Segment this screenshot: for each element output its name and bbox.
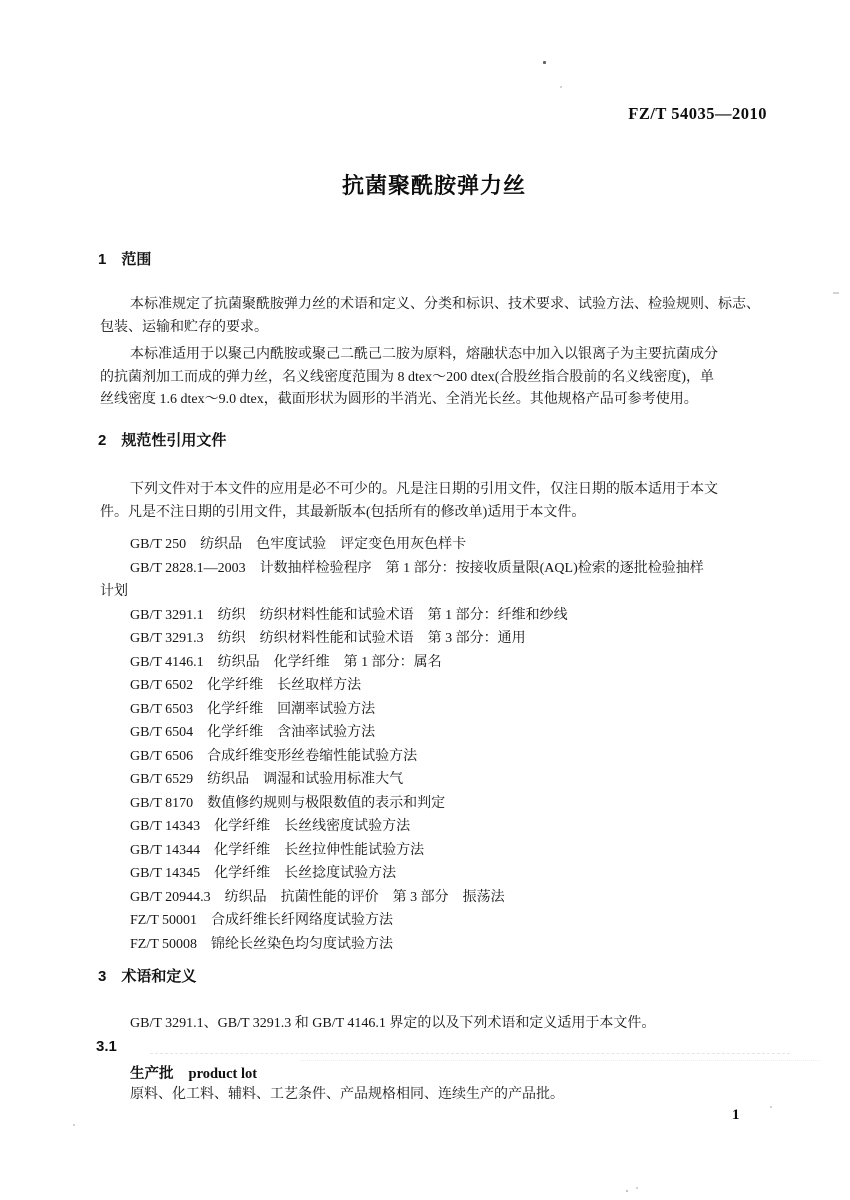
normative-references-list — [100, 533, 704, 956]
paragraph-line: 包装、运输和贮存的要求。 — [100, 319, 268, 335]
term-chinese: 生产批 — [130, 1066, 174, 1082]
reference-item: FZ/T 50008 锦纶长丝染色均匀度试验方法 — [130, 936, 394, 952]
term-english: product lot — [188, 1066, 258, 1082]
standard-number: FZ/T 54035—2010 — [628, 104, 767, 123]
paragraph-line: 下列文件对于本文件的应用是必不可少的。凡是注日期的引用文件，仅注日期的版本适用于本文 — [130, 482, 718, 497]
reference-item: GB/T 3291.3 纺织 纺织材料性能和试验术语 第 3 部分：通用 — [130, 631, 526, 646]
reference-item: GB/T 250 纺织品 色牢度试验 评定变色用灰色样卡 — [130, 537, 467, 552]
reference-item: GB/T 14345 化学纤维 长丝捻度试验方法 — [130, 866, 397, 881]
scan-speck — [560, 86, 562, 88]
section-2-heading: 2 规范性引用文件 — [98, 432, 227, 449]
scan-speck — [626, 1190, 628, 1192]
paragraph-line: 件。凡是不注日期的引用文件，其最新版本(包括所有的修改单)适用于本文件。 — [100, 504, 586, 520]
reference-item: GB/T 6506 合成纤维变形丝卷缩性能试验方法 — [130, 748, 418, 764]
reference-item: GB/T 14344 化学纤维 长丝拉伸性能试验方法 — [130, 842, 425, 858]
document-title: 抗菌聚酰胺弹力丝 — [341, 173, 526, 198]
reference-item: GB/T 6504 化学纤维 含油率试验方法 — [130, 725, 376, 740]
scope-paragraph-2 — [100, 344, 718, 412]
scan-speck — [636, 1187, 638, 1189]
reference-item: GB/T 6529 纺织品 调湿和试验用标准大气 — [130, 772, 404, 787]
section-3-heading: 3 术语和定义 — [98, 968, 197, 985]
scan-speck — [833, 292, 839, 294]
scan-speck — [73, 1124, 75, 1126]
reference-item: GB/T 4146.1 纺织品 化学纤维 第 1 部分：属名 — [130, 654, 442, 670]
section-1-heading: 1 范围 — [98, 251, 152, 268]
paragraph-line: 的抗菌剂加工而成的弹力丝，名义线密度范围为 8 dtex～200 dtex(合股丝指合股前的名义线密度)，单 — [100, 369, 715, 385]
reference-item: GB/T 6502 化学纤维 长丝取样方法 — [130, 678, 362, 693]
page-number: 1 — [732, 1107, 740, 1123]
reference-item: GB/T 20944.3 纺织品 抗菌性能的评价 第 3 部分 振荡法 — [130, 889, 505, 905]
terms-intro-paragraph — [100, 1013, 655, 1036]
paragraph-line: GB/T 3291.1、GB/T 3291.3 和 GB/T 4146.1 界定的以及下列术语和定义适用于本文件。 — [130, 1016, 656, 1031]
scan-speck — [770, 1106, 772, 1108]
reference-item: GB/T 2828.1—2003 计数抽样检验程序 第 1 部分：按接收质量限(AQL)检索的逐批检验抽样 — [130, 560, 704, 576]
paragraph-line: 本标准适用于以聚己内酰胺或聚己二酰己二胺为原料，熔融状态中加入以银离子为主要抗菌成分 — [130, 347, 718, 362]
term-entry — [130, 1062, 257, 1083]
term-definition: 原料、化工料、辅料、工艺条件、产品规格相同、连续生产的产品批。 — [130, 1087, 564, 1102]
term-number: 3.1 — [96, 1038, 117, 1055]
paragraph-line: 丝线密度 1.6 dtex～9.0 dtex，截面形状为圆形的半消光、全消光长丝。其他规格产品可参考使用。 — [100, 392, 698, 407]
reference-item-continuation: 计划 — [100, 584, 128, 599]
reference-item: FZ/T 50001 合成纤维长纤网络度试验方法 — [130, 913, 394, 928]
reference-item: GB/T 8170 数值修约规则与极限数值的表示和判定 — [130, 795, 446, 811]
scope-paragraph-1 — [100, 294, 760, 339]
paragraph-line: 本标准规定了抗菌聚酰胺弹力丝的术语和定义、分类和标识、技术要求、试验方法、检验规则、标志、 — [130, 297, 760, 312]
reference-item: GB/T 6503 化学纤维 回潮率试验方法 — [130, 701, 376, 717]
reference-item: GB/T 3291.1 纺织 纺织材料性能和试验术语 第 1 部分：纤维和纱线 — [130, 607, 568, 623]
scan-speck — [543, 61, 546, 64]
scan-noise-line — [150, 1053, 790, 1054]
reference-item: GB/T 14343 化学纤维 长丝线密度试验方法 — [130, 819, 411, 834]
references-intro-paragraph — [100, 479, 718, 524]
scan-noise-line — [300, 1060, 820, 1061]
